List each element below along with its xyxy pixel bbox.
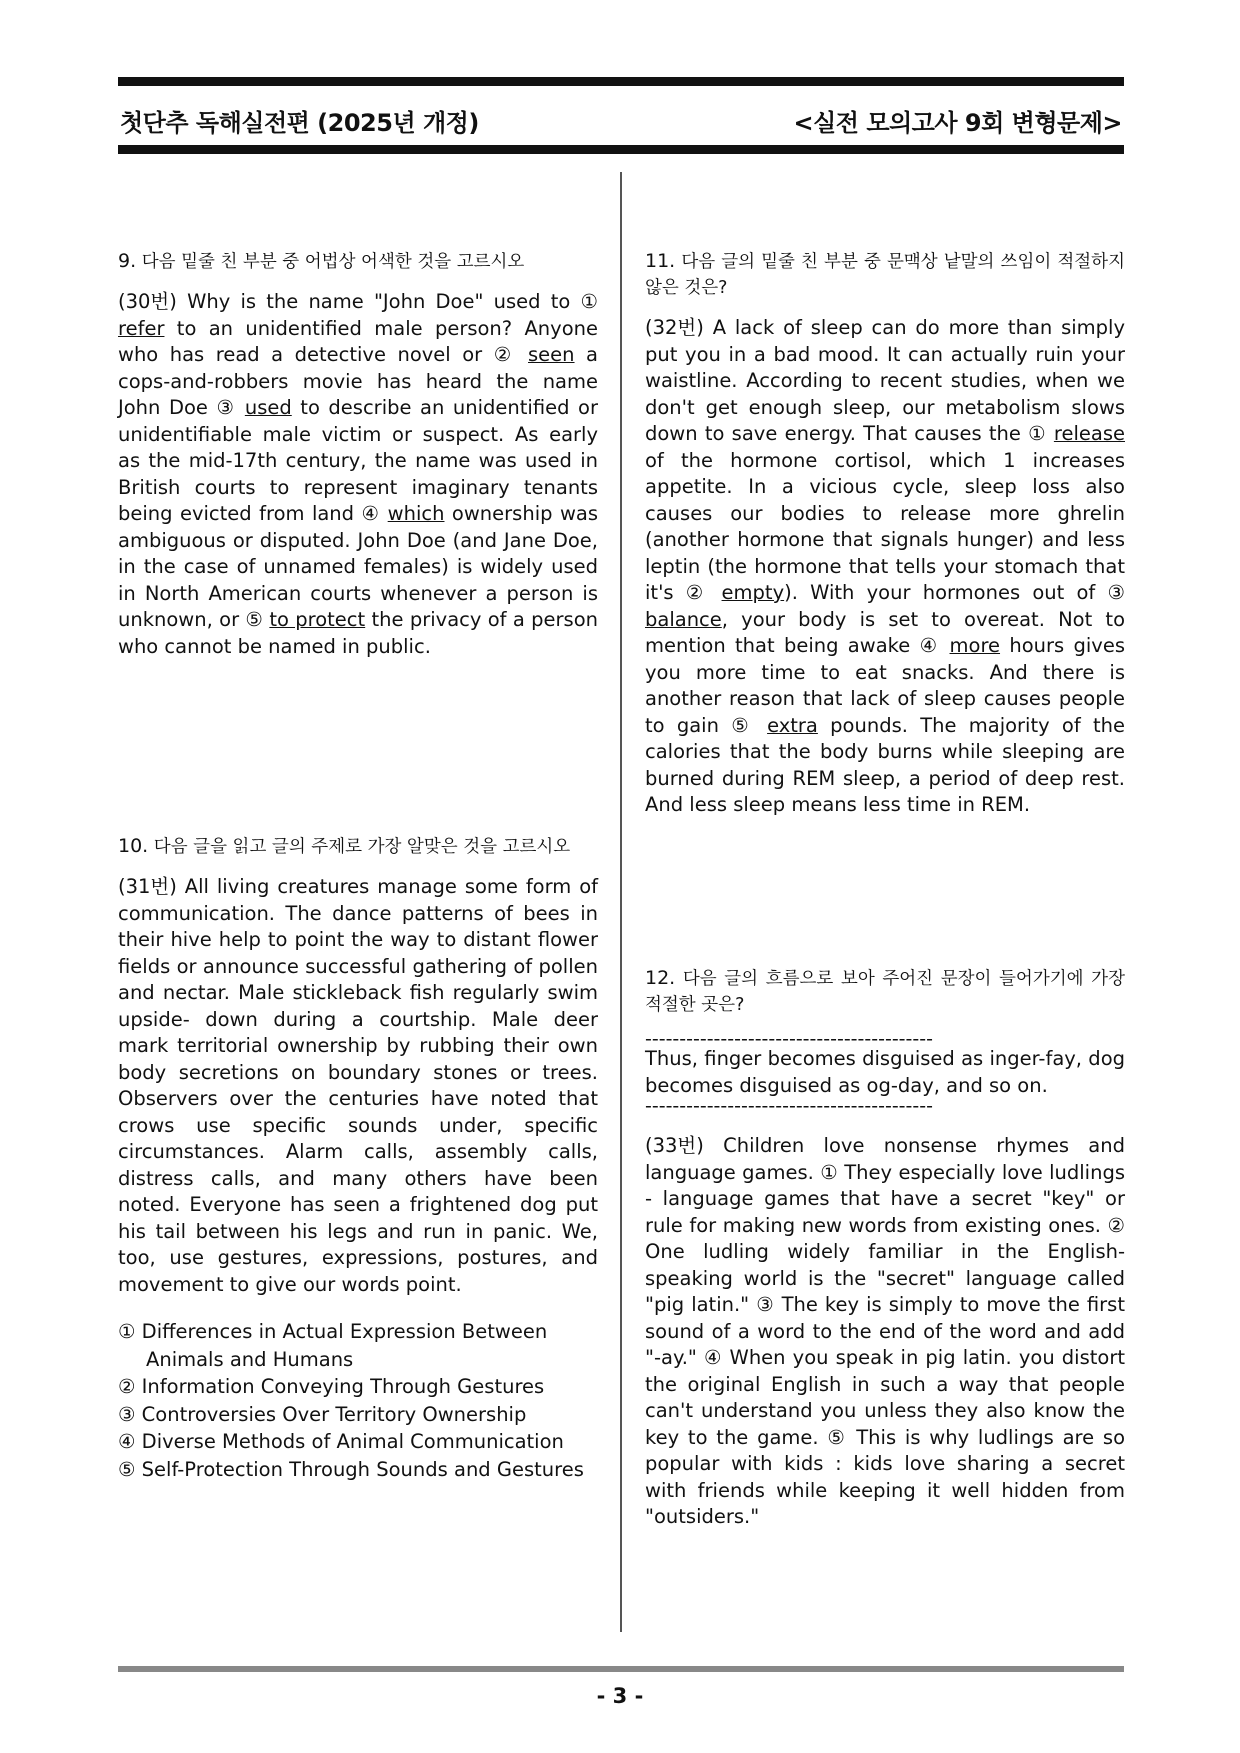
given-sentence-bottom-rule: ------------------------------------------ [645,1099,933,1113]
q12-instruction: 12. 다음 글의 흐름으로 보아 주어진 문장이 들어가기에 가장 적절한 곳은? [645,967,1125,1015]
given-sentence-top-rule: ------------------------------------------ [645,1032,933,1046]
q11-passage: (32번) A lack of sleep can do more than simply put you in a bad mood. It can actually ruin your waistline. According to recent studies, when we don't get enough sleep, our metabolism slows down to save energy. That causes the ① release of the hormone cortisol, which 1 increases appetite. In a vicious cycle, sleep loss also causes our bodies to release more ghrelin (another hormone that signals hunger) and less leptin (the hormone that tells your stomach that it's ② empty). With your hormones out of ③ balance, your body is set to overeat. Not to mention that being awake ④ more hours gives you more time to eat snacks. And there is another reason that lack of sleep causes people to gain ⑤ extra pounds. The majority of the calories that the body burns while sleeping are burned during REM sleep, a period of deep rest. And less sleep means less time in REM. [645,316,1126,816]
q9-underline-3: used [244,396,292,419]
q9-underline-1: refer [118,316,165,340]
q11-underline-2: empty [721,581,785,604]
q11-underline-3: balance [645,607,722,631]
footer-rule [118,1666,1124,1672]
question-10 [118,833,598,1483]
choice-5[interactable]: ⑤ Self-Protection Through Sounds and Gestures [118,1457,584,1481]
header-right-title: <실전 모의고사 9회 변형문제> [793,108,1122,137]
page-number: - 3 - [596,1684,644,1708]
q9-underline-2: seen [528,343,575,366]
choice-4[interactable]: ④ Diverse Methods of Animal Communication [118,1430,564,1453]
q11-underline-4: more [949,634,1001,657]
q10-instruction: 10. 다음 글을 읽고 글의 주제로 가장 알맞은 것을 고르시오 [118,835,571,857]
choice-2[interactable]: ② Information Conveying Through Gestures [118,1375,545,1398]
q12-passage: (33번) Children love nonsense rhymes and language games. ① They especially love ludlings - language games that have a secret "key" or rule for making new words from existing ones. ② One ludling widely familiar in the English-speaking world is the "secret" language called "pig latin." ③ The key is simply to move the first sound of a word to the end of the word and add "-ay." ④ When you speak in pig latin. you distort the original English in such a way that people can't understand you unless they also know the key to the game. ⑤ This is why ludlings are so popular with kids : kids love sharing a secret with friends while keeping it well hidden from "outsiders." [645,1134,1125,1528]
column-divider [620,172,622,1632]
header-top-rule [118,77,1124,86]
q11-instruction: 11. 다음 글의 밑줄 친 부분 중 문맥상 낱말의 쓰임이 적절하지 않은 것은? [645,250,1125,298]
q9-passage: (30번) Why is the name "John Doe" used to ① refer to an unidentified male person? Anyone who has read a detective novel or ② seen a cops-and-robbers movie has heard the name John Doe ③ used to describe an unidentified or unidentifiable male victim or suspect. As early as the mid-17th century, the name was used in British courts to represent imaginary tenants being evicted from land ④ which ownership was ambiguous or disputed. John Doe (and Jane Doe, in the case of unnamed females) is widely used in North American courts whenever a person is unknown, or ⑤ to protect the privacy of a person who cannot be named in public. [118,290,599,658]
question-12 [645,965,1125,1531]
question-9 [118,248,598,660]
question-11 [645,248,1125,819]
header-bottom-rule [118,145,1124,154]
q9-instruction: 9. 다음 밑줄 친 부분 중 어법상 어색한 것을 고르시오 [118,250,525,272]
q10-passage: (31번) All living creatures manage some form of communication. The dance patterns of bees in their hive help to point the way to distant flower fields or announce successful gathering of pollen and nectar. Male stickleback fish regularly swim upside- down during a courtship. Male deer mark territorial ownership by rubbing their own body secretions on boundary stones or trees. Observers over the centuries have noted that crows use specific sounds under, specific circumstances. Alarm calls, assembly calls, distress calls, and many others have been noted. Everyone has seen a frightened dog put his tail between his legs and run in panic. We, too, use gestures, expressions, postures, and movement to give our words point. [118,875,598,1296]
q10-choices [118,1318,598,1483]
q9-underline-4: which [387,502,445,525]
q11-underline-5: extra [767,713,818,737]
q11-underline-1: release [1053,422,1125,445]
q9-underline-5: to protect [269,608,366,631]
choice-1[interactable]: ① Differences in Actual Expression Between Animals and Humans [118,1320,548,1371]
given-sentence: Thus, finger becomes disguised as inger-fay, dog becomes disguised as og-day, and so on. [645,1047,1125,1097]
page-header [120,100,1122,140]
header-left-title: 첫단추 독해실전편 (2025년 개정) [120,108,479,137]
choice-3[interactable]: ③ Controversies Over Territory Ownership [118,1402,527,1426]
